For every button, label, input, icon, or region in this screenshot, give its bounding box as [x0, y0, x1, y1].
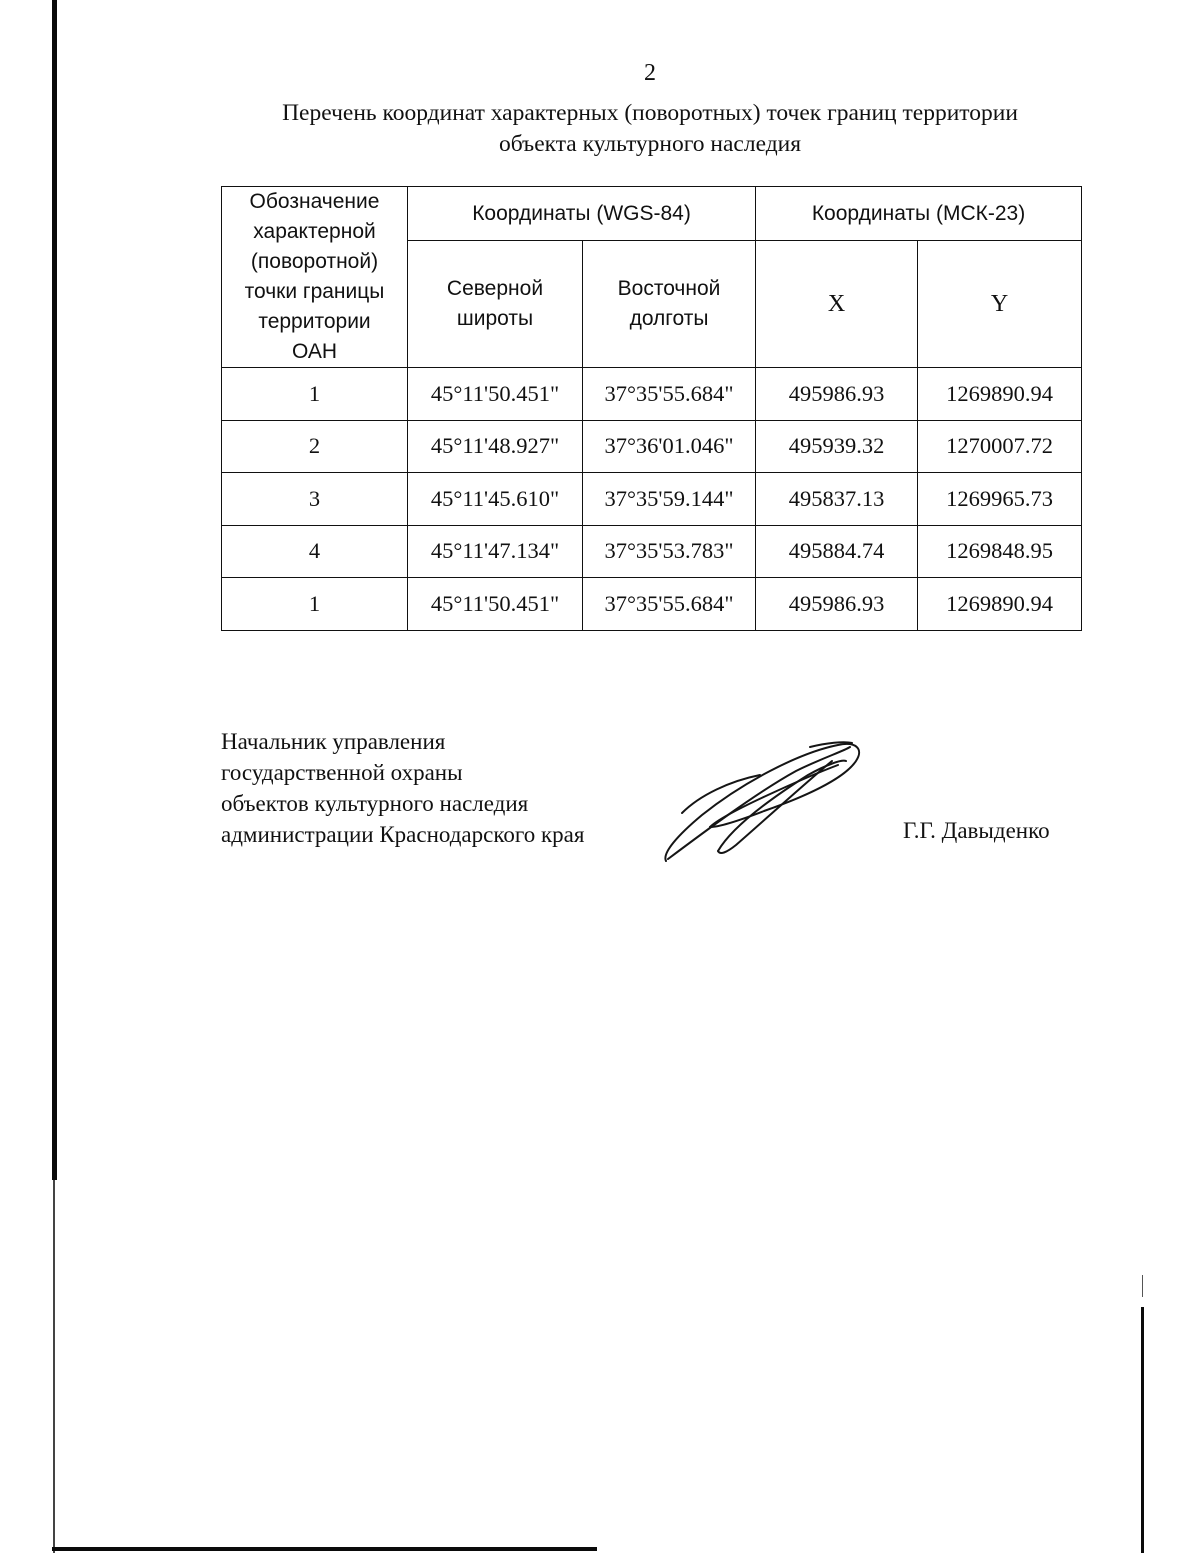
cell-latitude: 45°11'50.451"	[408, 578, 583, 631]
cell-longitude: 37°35'53.783"	[583, 525, 756, 578]
signer-position	[221, 726, 584, 850]
scan-mark-right	[1142, 1275, 1143, 1297]
scan-edge-bottom	[52, 1547, 597, 1551]
header-point-label-line: характерной	[253, 220, 376, 243]
header-msk-group: Координаты (МСК-23)	[756, 187, 1082, 241]
title-line-1: Перечень координат характерных (поворотных) точек границ территории	[282, 100, 1018, 126]
header-point-label-line: Обозначение	[249, 190, 380, 213]
header-point-label	[222, 187, 408, 368]
header-east-longitude	[583, 241, 756, 368]
cell-y: 1270007.72	[918, 420, 1082, 473]
cell-x: 495939.32	[756, 420, 918, 473]
header-east-line: Восточной	[617, 277, 721, 301]
page-number: 2	[644, 60, 656, 86]
cell-x: 495986.93	[756, 578, 918, 631]
header-point-label-line: (поворотной)	[250, 250, 379, 273]
header-point-label-line: точки границы	[244, 280, 385, 303]
cell-latitude: 45°11'45.610"	[408, 473, 583, 526]
signer-position-line: Начальник управления	[221, 729, 446, 754]
document-title	[150, 98, 1150, 160]
cell-x: 495837.13	[756, 473, 918, 526]
scan-edge-left-thin	[53, 1180, 55, 1553]
cell-y: 1269890.94	[918, 578, 1082, 631]
table-row	[222, 420, 1082, 473]
cell-point: 1	[222, 368, 408, 421]
header-north-line: Северной	[446, 277, 544, 301]
cell-x: 495986.93	[756, 368, 918, 421]
scan-edge-left	[52, 0, 57, 1180]
cell-y: 1269890.94	[918, 368, 1082, 421]
signer-position-line: объектов культурного наследия	[221, 791, 529, 816]
cell-latitude: 45°11'48.927"	[408, 420, 583, 473]
cell-point: 4	[222, 525, 408, 578]
cell-point: 2	[222, 420, 408, 473]
signer-position-line: государственной охраны	[221, 760, 463, 785]
header-point-label-line: территории	[258, 310, 371, 333]
cell-latitude: 45°11'50.451"	[408, 368, 583, 421]
header-north-latitude	[408, 241, 583, 368]
header-north-line: широты	[456, 307, 534, 331]
header-wgs-group: Координаты (WGS-84)	[408, 187, 756, 241]
title-line-2: объекта культурного наследия	[498, 131, 802, 157]
cell-point: 3	[222, 473, 408, 526]
table-row	[222, 578, 1082, 631]
header-point-label-line: ОАН	[291, 340, 338, 363]
cell-point: 1	[222, 578, 408, 631]
cell-latitude: 45°11'47.134"	[408, 525, 583, 578]
cell-y: 1269965.73	[918, 473, 1082, 526]
cell-x: 495884.74	[756, 525, 918, 578]
cell-longitude: 37°36'01.046"	[583, 420, 756, 473]
header-x: X	[756, 241, 918, 368]
cell-y: 1269848.95	[918, 525, 1082, 578]
header-y: Y	[918, 241, 1082, 368]
cell-longitude: 37°35'55.684"	[583, 578, 756, 631]
signer-name: Г.Г. Давыденко	[903, 818, 1050, 843]
table-row	[222, 368, 1082, 421]
coordinates-table	[221, 186, 1082, 631]
header-east-line: долготы	[629, 307, 709, 331]
cell-longitude: 37°35'59.144"	[583, 473, 756, 526]
cell-longitude: 37°35'55.684"	[583, 368, 756, 421]
signer-position-line: администрации Краснодарского края	[221, 822, 585, 847]
handwritten-signature	[660, 735, 875, 865]
table-row	[222, 525, 1082, 578]
scan-edge-right	[1141, 1307, 1144, 1553]
table-row	[222, 473, 1082, 526]
